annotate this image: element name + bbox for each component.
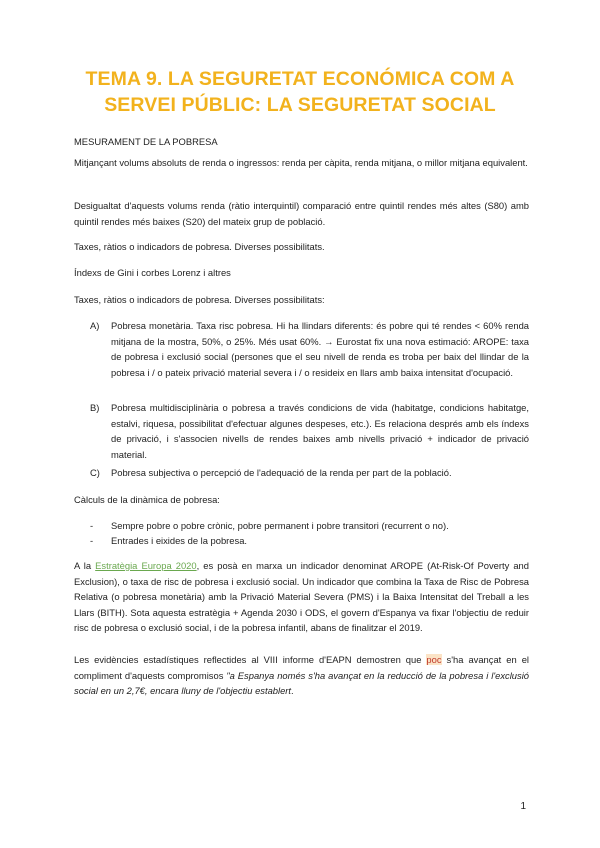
dash-text: Sempre pobre o pobre crònic, pobre permanent i pobre transitori (recurrent o no). <box>111 520 449 531</box>
p8-quote: "a Espanya només s'ha avançat en la reducció de la pobresa i l'exclusió social en un 2,7€, encara lluny de l'objectiu establert <box>74 669 529 696</box>
paragraph-4: Índexs de Gini i corbes Lorenz i altres <box>74 267 231 278</box>
paragraph-1: Mitjançant volums absoluts de renda o ingressos: renda per càpita, renda mitjana, o millor mitjana equivalent. <box>74 157 528 168</box>
paragraph-6: Càlculs de la dinàmica de pobresa: <box>74 494 220 505</box>
paragraph-3: Taxes, ràtios o indicadors de pobresa. Diverses possibilitats. <box>74 241 325 252</box>
paragraph-2: Desigualtat d'aquests volums renda (ràtio interquintil) comparació entre quintil rendes més altes (S80) amb quintil rendes més baixes (S20) del mateix grup de població. <box>74 200 529 227</box>
paragraph-7 <box>74 558 529 636</box>
list-text: Pobresa monetària. Taxa risc pobresa. Hi ha llindars diferents: és pobre qui té rendes < 60% renda mitjana de la mostra, 50%, o 25%. Més usat 60%. → Eurostat fix una nova estimació: AROPE: taxa de pobresa i exclusió social (persones que el seu nivell de renda es troba per baix del llindar de la pobresa i / o pateix privació material severa i / o resideix en llars amb baixa intensitat d'ocupació. <box>111 320 529 378</box>
list-marker: C) <box>90 467 100 478</box>
section-heading: MESURAMENT DE LA POBRESA <box>74 136 218 147</box>
p7-pre: A la <box>74 560 96 571</box>
dash-marker: - <box>90 535 94 546</box>
dash-marker: - <box>90 520 94 531</box>
list-text: Pobresa subjectiva o percepció de l'adequació de la renda per part de la població. <box>111 467 452 478</box>
paragraph-8 <box>74 652 529 699</box>
p8-mid: s'ha avançat en el compliment d'aquests compromisos <box>74 654 529 681</box>
title-line-1: TEMA 9. LA SEGURETAT ECONÓMICA COM A <box>85 68 515 90</box>
page-number: 1 <box>520 801 526 812</box>
list-marker: B) <box>90 402 100 413</box>
europa-2020-link[interactable]: Estratègia Europa 2020 <box>95 560 197 571</box>
p7-post: , es posà en marxa un indicador denominat AROPE (At-Risk-Of Poverty and Exclusion), o taxa de risc de pobresa i exclusió social. Un indicador que combina la Taxa de Risc de Pobresa Relativa (o pobresa monetària) amb la Privació Material Severa (PMS) i la Baixa Intensitat del Treball a les Llars (BITH). Sota aquesta estratègia + Agenda 2030 i ODS, el govern d'Espanya va fixar l'objectiu de reduir risc de pobresa o exclusió social, i de la pobresa infantil, abans de finalitzar el 2019. <box>74 560 529 633</box>
p8-pre: Les evidències estadístiques reflectides al VIII informe d'EAPN demostren que <box>74 654 427 665</box>
list-text: Pobresa multidisciplinària o pobresa a través condicions de vida (habitatge, condicions habitatge, estalvi, riquesa, possibilitat d'efectuar algunes despeses, etc.). Es relaciona després amb els índexs de privació, i s'associen nivells de rendes baixes amb nivells privació + indicador de privació material. <box>111 402 529 460</box>
paragraph-5: Taxes, ràtios o indicadors de pobresa. Diverses possibilitats: <box>74 294 325 305</box>
title-line-2: SERVEI PÚBLIC: LA SEGURETAT SOCIAL <box>104 94 496 116</box>
page-title <box>0 66 600 118</box>
list-marker: A) <box>90 320 100 331</box>
dash-text: Entrades i eixides de la pobresa. <box>111 535 248 546</box>
p8-end: . <box>291 685 294 696</box>
highlighted-word: poc <box>426 654 442 665</box>
